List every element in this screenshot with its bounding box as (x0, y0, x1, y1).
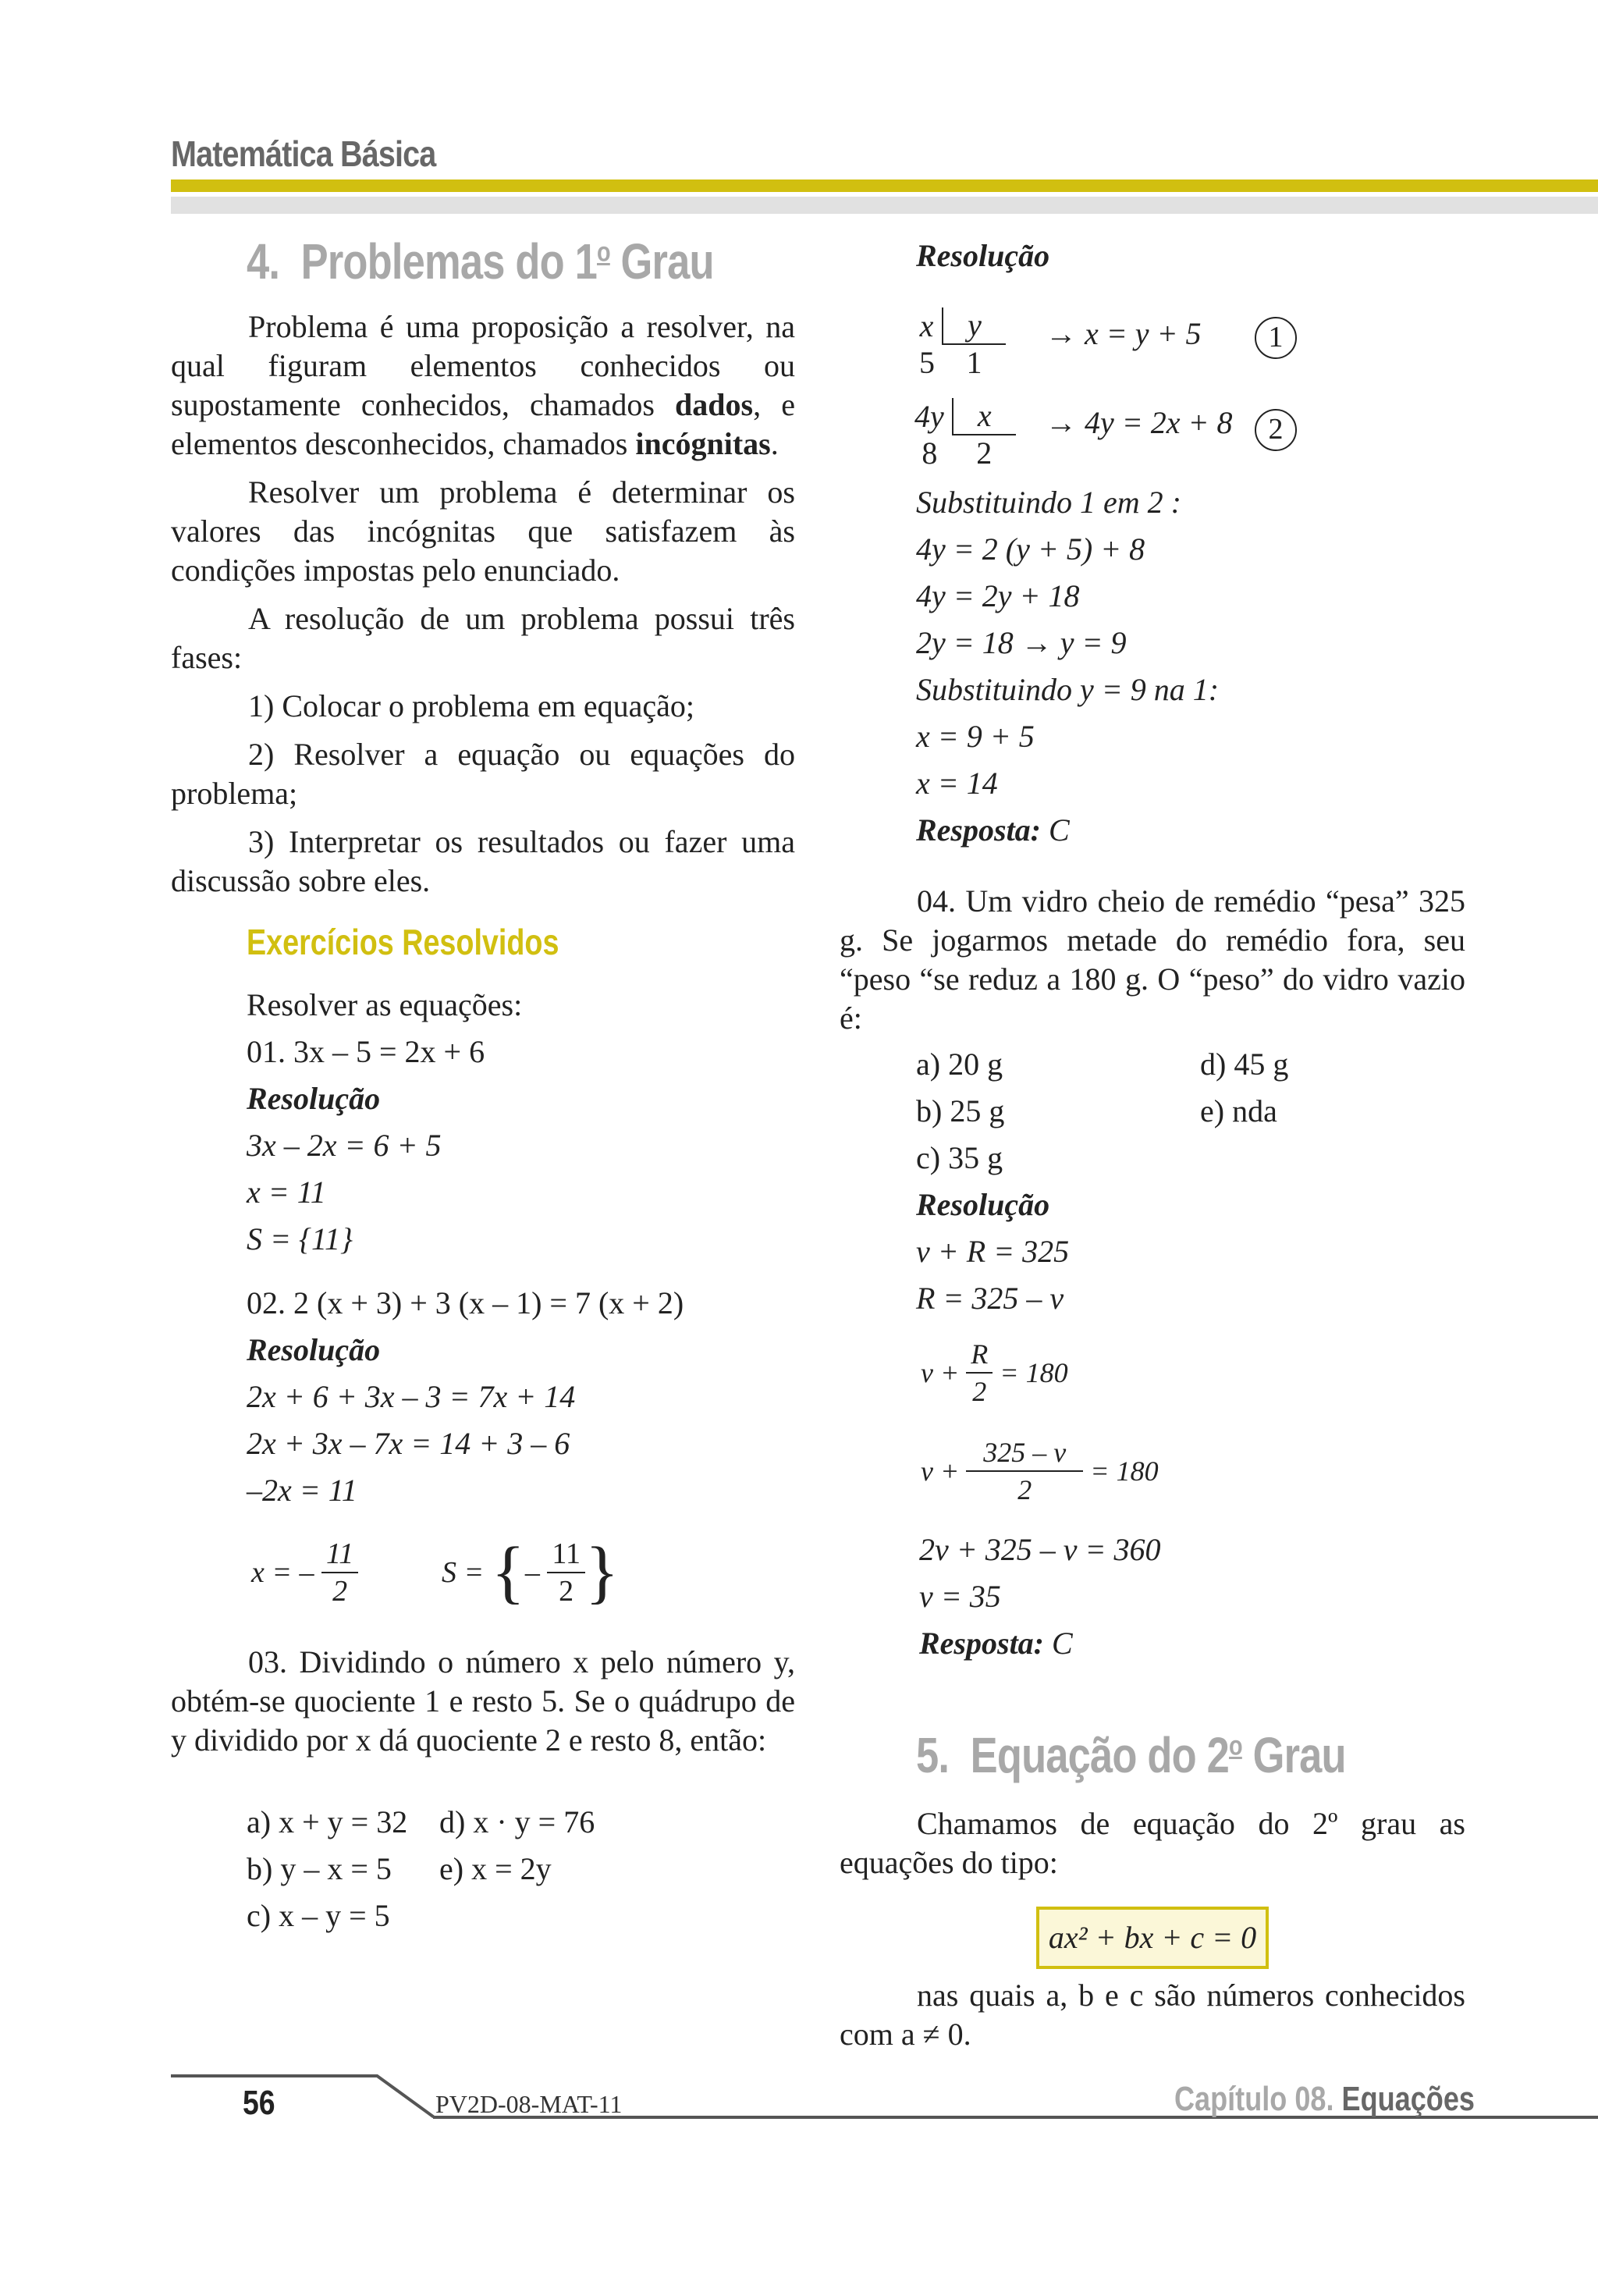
ex04-final-steps (919, 1527, 1161, 1667)
ex04-options-left (916, 1041, 1069, 1322)
step-line: x = 14 (916, 766, 998, 801)
document-code: PV2D-08-MAT-11 (435, 2090, 623, 2118)
section-5-intro (840, 1804, 1465, 1882)
ex03-option-a: a) x + y = 32 (247, 1804, 408, 1839)
ex04-step-3: 2v + 325 – v = 360 (919, 1532, 1161, 1567)
section-title-text: Equação do 2 (970, 1727, 1230, 1783)
ex03-options-right (439, 1799, 595, 1893)
step-line: x = 9 + 5 (916, 719, 1035, 754)
ex04-option-d: d) 45 g (1200, 1047, 1289, 1082)
ex04-fraction-1: v + $\frac{R}{2}$ = 180 (921, 1336, 1068, 1409)
exercise-03-block (171, 1643, 795, 1760)
resolution-label: Resolução (247, 1332, 381, 1367)
circle-label-1: 1 (1255, 317, 1297, 359)
ex04-option-e: e) nda (1200, 1093, 1277, 1128)
quadratic-equation-box: ax² + bx + c = 0 (1036, 1907, 1269, 1969)
division-1-equation: → x = y + 5 (1046, 316, 1202, 351)
phase-step-1: 1) Colocar o problema em equação; (248, 688, 694, 723)
footer-rule-left (171, 2074, 378, 2077)
ex04-step-1: v + R = 325 (916, 1234, 1070, 1269)
ex03-option-b: b) y – x = 5 (247, 1851, 392, 1886)
ex02-step-1: 2x + 6 + 3x – 3 = 7x + 14 (247, 1379, 576, 1414)
exercise-03-text: 03. Dividindo o número x pelo número y, obtém-se quociente 1 e resto 5. Se o quádrupo de y dividido por x dá quociente 2 e resto 8, então: (171, 1644, 795, 1758)
step-line: 4y = 2y + 18 (916, 578, 1080, 613)
exercise-04-text: 04. Um vidro cheio de remédio “pesa” 325 g. Se jogarmos metade do remédio fora, seu “peso “se reduz a 180 g. O “peso” do vidro vazio é: (840, 883, 1465, 1036)
ex01-solution-set: S = {11} (247, 1221, 353, 1256)
section-4-title (247, 233, 714, 290)
ex04-option-a: a) 20 g (916, 1047, 1003, 1082)
paragraph-definition: Problema é uma proposição a resolver, na qual figuram elementos conhecidos ou supostamente conhecidos, chamados dados, e elementos desconhecidos, chamados incógnitas. (171, 309, 795, 461)
paragraph-resolve: Resolver um problema é determinar os valores das incógnitas que satisfazem às condições impostas pelo enunciado. (171, 474, 795, 588)
exercises-title: Exercícios Resolvidos (247, 922, 559, 962)
section-title-end: Grau (609, 233, 714, 290)
resolution-label: Resolução (916, 1187, 1050, 1222)
ex02-x-fraction: x = – $\frac{11}{2}$ (251, 1536, 358, 1609)
ex03-option-e: e) x = 2y (439, 1851, 552, 1886)
ex03-option-d: d) x · y = 76 (439, 1804, 595, 1839)
step-line: Substituindo 1 em 2 : (916, 485, 1181, 520)
header-bar-yellow (171, 179, 1598, 192)
step-line: 2y = 18 → y = 9 (916, 625, 1127, 660)
resolution-steps (916, 479, 1219, 854)
exercise-02-block (247, 1280, 808, 1514)
ex04-step-4: v = 35 (919, 1579, 1001, 1614)
paragraph-phases: A resolução de um problema possui três fases: (171, 601, 795, 675)
phase-step-3: 3) Interpretar os resultados ou fazer uma discussão sobre eles. (171, 824, 795, 898)
ex04-option-c: c) 35 g (916, 1140, 1003, 1175)
paragraph-coefficients: nas quais a, b e c são números conhecidos com a ≠ 0. (840, 1978, 1465, 2052)
ex03-option-c: c) x – y = 5 (247, 1898, 390, 1933)
exercise-04-block (840, 882, 1465, 1038)
division-2: 4y x 8 2 (907, 398, 1016, 471)
left-column-intro (171, 307, 795, 901)
ex02-step-2: 2x + 3x – 7x = 14 + 3 – 6 (247, 1426, 570, 1461)
ex04-step-2: R = 325 – v (916, 1281, 1064, 1316)
ex02-step-3: –2x = 11 (247, 1473, 357, 1508)
resolution-label: Resolução (247, 1081, 381, 1116)
ex01-step-1: 3x – 2x = 6 + 5 (247, 1128, 442, 1163)
section-5-note (840, 1976, 1465, 2054)
section-title-end: Grau (1241, 1727, 1346, 1783)
page-number: 56 (243, 2084, 275, 2122)
footer-rule-diagonal (376, 2074, 435, 2118)
step-line: Substituindo y = 9 na 1: (916, 672, 1220, 707)
header-bar-gray (171, 197, 1598, 214)
ex02-solution-set: S = {– $\frac{11}{2}$ } (442, 1534, 620, 1611)
section-title-text: Problemas do 1 (300, 233, 597, 290)
division-2-equation: → 4y = 2x + 8 (1046, 405, 1233, 440)
ex04-options-right (1200, 1041, 1288, 1135)
section-number: 4. (247, 233, 280, 290)
running-header: Matemática Básica (171, 133, 436, 174)
exercise-02: 02. 2 (x + 3) + 3 (x – 1) = 7 (x + 2) (247, 1285, 684, 1320)
division-1: x y 5 1 (911, 307, 1006, 381)
ex04-option-b: b) 25 g (916, 1093, 1005, 1128)
section-title-sup: o (596, 236, 610, 268)
exercises-block (247, 982, 808, 1263)
phase-step-2: 2) Resolver a equação ou equações do problema; (171, 737, 795, 811)
answer-line: Resposta: C (919, 1626, 1073, 1661)
chapter-label: Capítulo 08. Equações (1174, 2080, 1475, 2118)
paragraph-quadratic-def: Chamamos de equação do 2º grau as equações do tipo: (840, 1806, 1465, 1880)
ex01-step-2: x = 11 (247, 1175, 326, 1210)
answer-line: Resposta: C (916, 812, 1070, 848)
step-line: 4y = 2 (y + 5) + 8 (916, 531, 1145, 567)
ex03-options-left (247, 1799, 407, 1939)
exercise-01: 01. 3x – 5 = 2x + 6 (247, 1034, 485, 1069)
circle-label-2: 2 (1255, 409, 1297, 451)
section-5-title (916, 1726, 1346, 1784)
section-number: 5. (916, 1727, 950, 1783)
section-title-sup: o (1229, 1730, 1242, 1761)
resolution-label: Resolução (916, 238, 1050, 273)
exercises-intro: Resolver as equações: (247, 987, 523, 1022)
ex04-fraction-2: v + $\frac{325 - v}{2}$ = 180 (921, 1434, 1159, 1508)
